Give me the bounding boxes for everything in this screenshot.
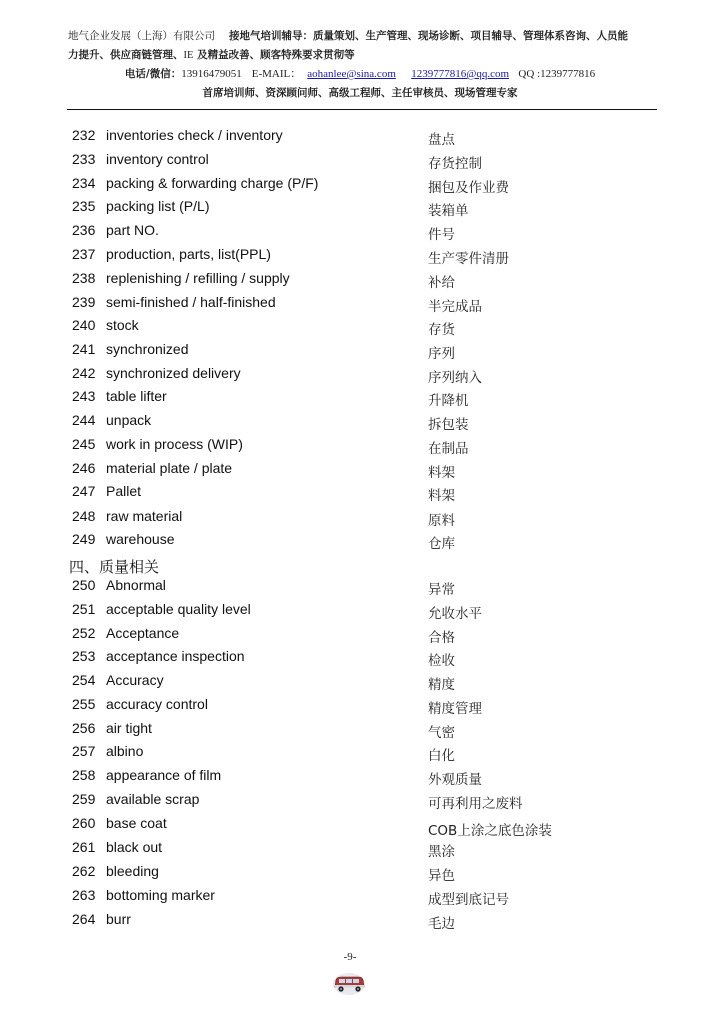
entry-number: 251	[72, 601, 96, 617]
list-item	[72, 127, 632, 149]
entry-number: 249	[72, 531, 96, 547]
entry-english: inventory control	[106, 151, 209, 167]
entry-number: 255	[72, 696, 96, 712]
entry-number: 264	[72, 911, 96, 927]
entry-number: 245	[72, 436, 96, 452]
entry-chinese: 精度	[428, 677, 455, 693]
entry-chinese: 装箱单	[428, 203, 469, 219]
list-item	[72, 601, 632, 623]
entry-english: base coat	[106, 815, 167, 831]
entry-number: 243	[72, 388, 96, 404]
entry-english: packing list (P/L)	[106, 198, 210, 214]
entry-english: table lifter	[106, 388, 167, 404]
entry-number: 246	[72, 460, 96, 476]
list-item	[72, 839, 632, 861]
entry-chinese: 生产零件清册	[428, 251, 509, 267]
entry-english: Accuracy	[106, 672, 164, 688]
list-item	[72, 460, 632, 482]
entry-number: 248	[72, 508, 96, 524]
list-item	[72, 222, 632, 244]
entry-number: 241	[72, 341, 96, 357]
phone-number: 13916479051	[181, 68, 242, 80]
entry-number: 256	[72, 720, 96, 736]
entry-chinese: 白化	[428, 748, 455, 764]
entry-english: burr	[106, 911, 131, 927]
entry-english: appearance of film	[106, 767, 222, 783]
list-item	[72, 625, 632, 647]
list-item	[72, 175, 632, 197]
entry-number: 234	[72, 175, 96, 191]
list-item	[72, 341, 632, 363]
email-link-sina[interactable]: aohanlee@sina.com	[307, 68, 396, 80]
list-item	[72, 815, 632, 837]
entry-chinese: 拆包装	[428, 417, 469, 433]
entry-english: accuracy control	[106, 696, 208, 712]
company-name: 地气企业发展（上海）有限公司	[68, 30, 215, 42]
list-item	[72, 270, 632, 292]
entry-chinese: 允收水平	[428, 606, 482, 622]
list-item	[72, 483, 632, 505]
entry-english: Acceptance	[106, 625, 180, 641]
list-item	[72, 388, 632, 410]
entry-number: 244	[72, 412, 96, 428]
entry-english: bleeding	[106, 863, 159, 879]
entry-english: albino	[106, 743, 144, 759]
services-text-cont-a: 力提升、供应商链管理、	[68, 49, 184, 61]
list-item	[72, 863, 632, 885]
entry-number: 237	[72, 246, 96, 262]
email-link-qq[interactable]: 1239777816@qq.com	[411, 68, 510, 80]
page-number: -9-	[343, 951, 357, 963]
entry-chinese: 检收	[428, 653, 455, 669]
entry-english: Pallet	[106, 483, 142, 499]
entry-chinese: 气密	[428, 725, 455, 741]
list-item	[72, 743, 632, 765]
entry-number: 247	[72, 483, 96, 499]
header-line-1	[68, 29, 658, 43]
van-icon	[331, 970, 367, 996]
entry-english: semi-finished / half-finished	[106, 294, 276, 310]
list-item	[72, 887, 632, 909]
entry-chinese: 捆包及作业费	[428, 180, 509, 196]
entry-chinese: 仓库	[428, 536, 455, 552]
trainer-titles: 首席培训师、资深顾问师、高级工程师、主任审核员、现场管理专家	[202, 87, 518, 99]
email-label: E-MAIL：	[251, 68, 302, 80]
list-item	[72, 791, 632, 813]
entry-chinese: 料架	[428, 465, 455, 481]
list-item	[72, 911, 632, 933]
section-heading-quality: 四、质量相关	[69, 558, 160, 576]
services-text: 接地气培训辅导：质量策划、生产管理、现场诊断、项目辅导、管理体系咨询、人员能	[229, 30, 628, 42]
entry-chinese: 成型到底记号	[428, 892, 509, 908]
entry-english: bottoming marker	[106, 887, 215, 903]
entry-chinese: 存货	[428, 322, 455, 338]
entry-number: 257	[72, 743, 96, 759]
entry-english: replenishing / refilling / supply	[106, 270, 290, 286]
entry-english: material plate / plate	[106, 460, 233, 476]
entry-chinese: 原料	[428, 513, 455, 529]
entry-number: 261	[72, 839, 96, 855]
entry-chinese: 升降机	[428, 393, 469, 409]
entry-number: 260	[72, 815, 96, 831]
list-item	[72, 577, 632, 599]
entry-number: 236	[72, 222, 96, 238]
entry-number: 252	[72, 625, 96, 641]
entry-english: available scrap	[106, 791, 200, 807]
entry-number: 240	[72, 317, 96, 333]
entry-chinese: 半完成品	[428, 299, 482, 315]
entry-chinese: 在制品	[428, 441, 469, 457]
entry-english: air tight	[106, 720, 152, 736]
entry-english: stock	[106, 317, 139, 333]
entry-chinese: 料架	[428, 488, 455, 504]
list-item	[72, 365, 632, 387]
list-item	[72, 720, 632, 742]
list-item	[72, 198, 632, 220]
entry-chinese: 补给	[428, 275, 455, 291]
entry-chinese: 件号	[428, 227, 455, 243]
entry-chinese: 异色	[428, 868, 455, 884]
entry-number: 253	[72, 648, 96, 664]
list-item	[72, 151, 632, 173]
entry-english: warehouse	[106, 531, 175, 547]
entry-chinese: 存货控制	[428, 156, 482, 172]
entry-english: acceptance inspection	[106, 648, 245, 664]
list-item	[72, 508, 632, 530]
entry-chinese: 可再利用之废料	[428, 796, 523, 812]
entry-number: 238	[72, 270, 96, 286]
entry-english: synchronized	[106, 341, 189, 357]
entry-english: work in process (WIP)	[106, 436, 243, 452]
contact-line	[60, 67, 660, 81]
entry-english: raw material	[106, 508, 183, 524]
list-item	[72, 412, 632, 434]
entry-chinese: 精度管理	[428, 701, 482, 717]
entry-chinese: 黑涂	[428, 844, 455, 860]
list-item	[72, 317, 632, 339]
entry-chinese: 序列	[428, 346, 455, 362]
list-item	[72, 436, 632, 458]
entry-number: 254	[72, 672, 96, 688]
entry-number: 235	[72, 198, 96, 214]
entry-english: acceptable quality level	[106, 601, 251, 617]
entry-english: Abnormal	[106, 577, 166, 593]
list-item	[72, 672, 632, 694]
entry-english: black out	[106, 839, 163, 855]
entry-chinese: 合格	[428, 630, 455, 646]
phone-label: 电话/微信：	[124, 68, 182, 80]
services-text-ie: IE	[183, 50, 194, 61]
list-item	[72, 246, 632, 268]
list-item	[72, 696, 632, 718]
entry-english: part NO.	[106, 222, 159, 238]
entry-number: 232	[72, 127, 96, 143]
entry-chinese: 异常	[428, 582, 455, 598]
header-divider	[67, 109, 657, 110]
entry-number: 258	[72, 767, 96, 783]
list-item	[72, 767, 632, 789]
entry-english: production, parts, list(PPL)	[106, 246, 271, 262]
list-item	[72, 531, 632, 553]
entry-number: 250	[72, 577, 96, 593]
entry-number: 263	[72, 887, 96, 903]
qq-number: QQ :1239777816	[518, 68, 596, 80]
entry-chinese: 序列纳入	[428, 370, 482, 386]
entry-english: packing & forwarding charge (P/F)	[106, 175, 319, 191]
services-text-cont-b: 及精益改善、顾客特殊要求贯彻等	[193, 49, 355, 61]
entry-number: 239	[72, 294, 96, 310]
entry-number: 262	[72, 863, 96, 879]
entry-english: synchronized delivery	[106, 365, 241, 381]
entry-number: 259	[72, 791, 96, 807]
entry-english: unpack	[106, 412, 152, 428]
entry-chinese: 盘点	[428, 132, 455, 148]
entry-number: 242	[72, 365, 96, 381]
entry-number: 233	[72, 151, 96, 167]
entry-english: inventories check / inventory	[106, 127, 283, 143]
header-line-2	[68, 48, 658, 63]
entry-chinese: 毛边	[428, 916, 455, 932]
entry-chinese: 外观质量	[428, 772, 482, 788]
list-item	[72, 294, 632, 316]
entry-chinese: COB上涂之底色涂装	[428, 823, 552, 839]
list-item	[72, 648, 632, 670]
